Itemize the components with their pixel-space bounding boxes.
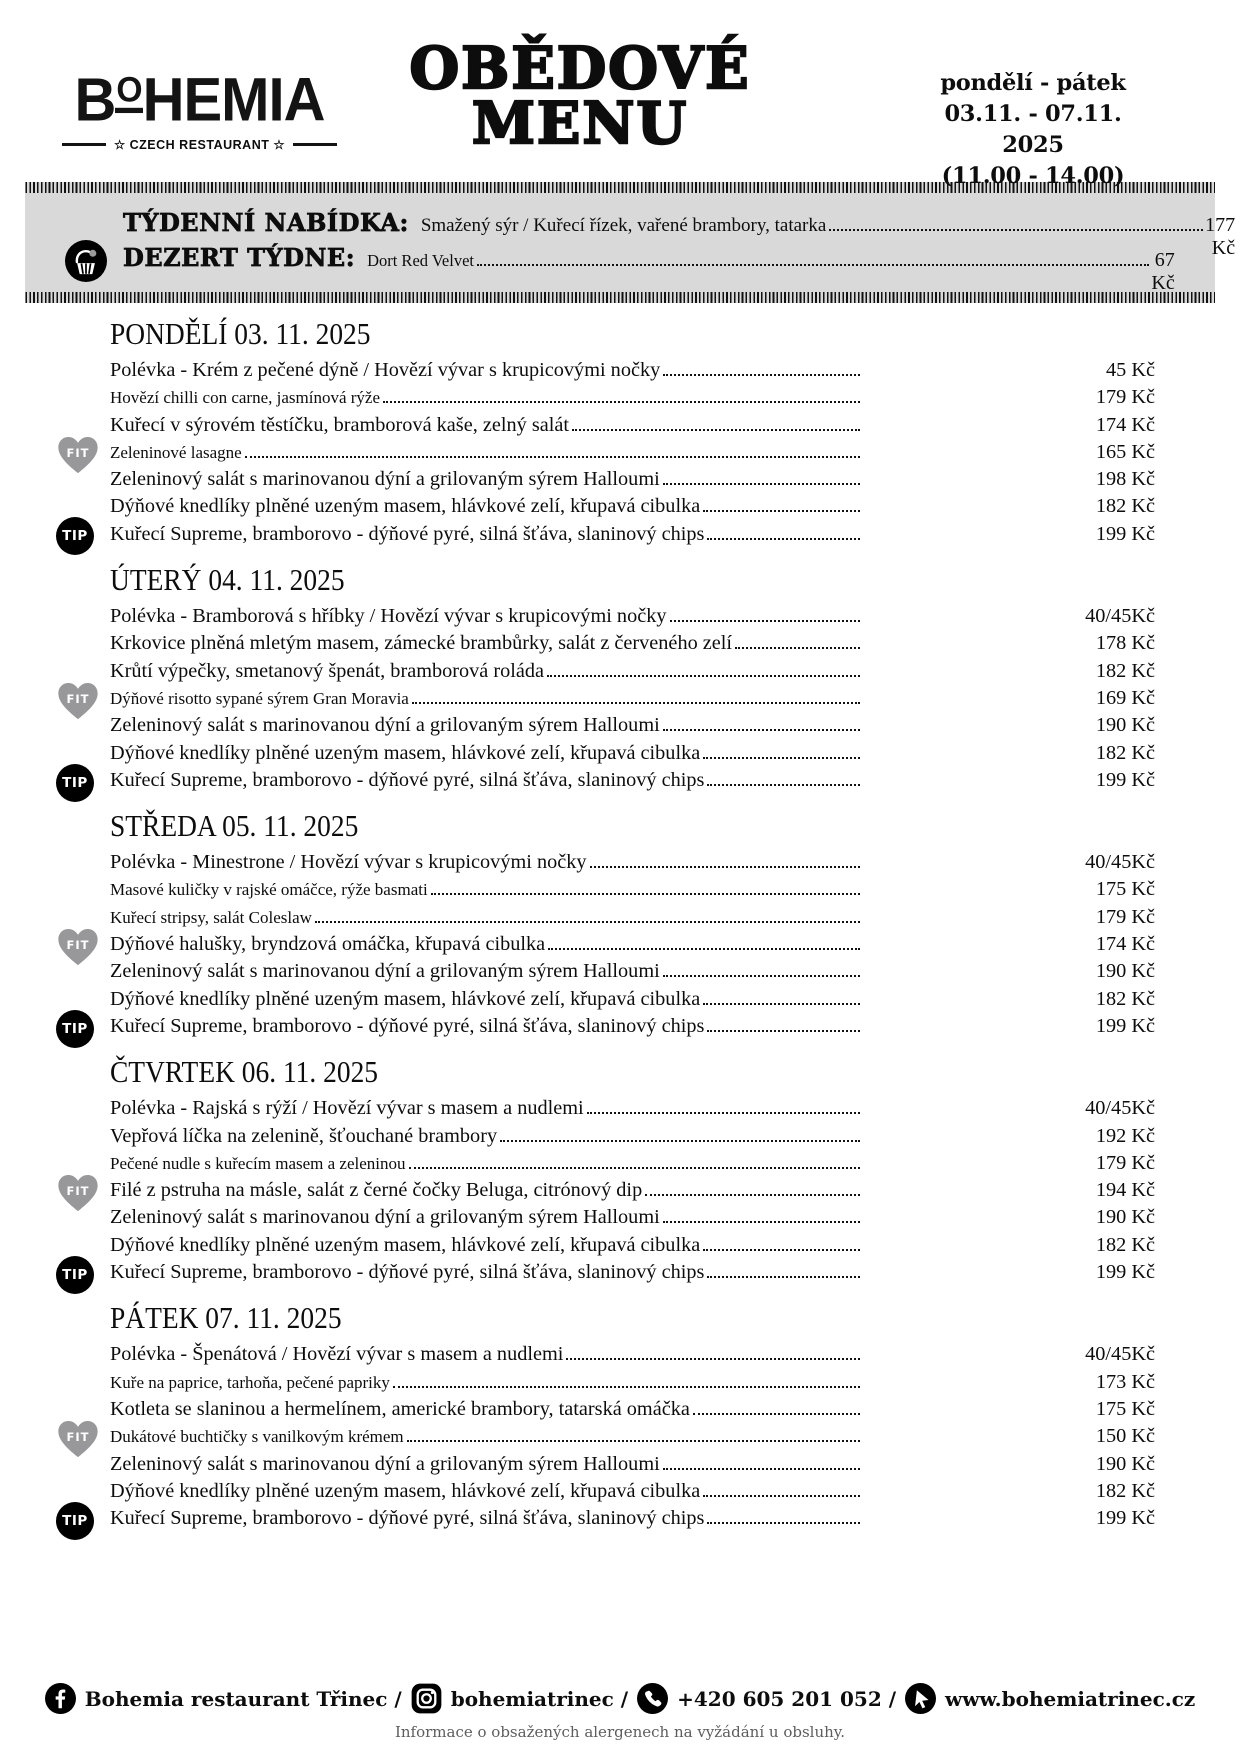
fit-heart-icon: FIT [56,1173,100,1213]
item-price: 192 Kč [1095,1124,1155,1147]
item-price: 45 Kč [1106,359,1155,381]
restaurant-logo [62,65,337,152]
instagram-label: bohemiatrinec / [450,1686,629,1711]
day-items [62,1097,1155,1288]
item-price: 199 Kč [1095,1507,1155,1530]
menu-item-main [110,1453,862,1476]
page-title-line1: OBĚDOVÉ [409,35,751,102]
menu-item-main [110,1154,862,1174]
dotted-leader [703,510,860,512]
tip-icon: TIP [56,1256,94,1294]
day-title: PONDĚLÍ 03. 11. 2025 [110,317,371,351]
validity-dates: 03.11. - 07.11. 2025 [944,101,1122,159]
dotted-leader [707,538,860,540]
item-price: 190 Kč [1095,1206,1155,1229]
tip-icon: TIP [56,1010,94,1048]
item-name: Kotleta se slaninou a hermelínem, americké brambory, tatarská omáčka [110,1397,690,1420]
day-section [62,563,1155,796]
menu-item-row [66,440,1155,468]
item-price: 182 Kč [1095,741,1155,764]
dotted-leader [663,1468,861,1470]
menu-item-main [110,1179,862,1202]
weekly-dessert-name: Dort Red Velvet [367,251,474,270]
dotted-leader [566,1358,860,1360]
item-price: 40/45Kč [1085,1343,1155,1366]
fit-heart-icon: FIT [56,435,100,475]
menu-item-row [110,960,1155,987]
item-price: 199 Kč [1095,1014,1155,1037]
menu-item-main [110,1234,862,1257]
menu-item-row [110,660,1155,687]
cupcake-icon [65,240,107,282]
item-price: 182 Kč [1095,495,1155,518]
logo-subtitle: ☆ CZECH RESTAURANT ☆ [113,138,286,152]
dotted-leader [383,401,860,403]
item-name: Hovězí chilli con carne, jasmínová rýže [110,388,380,408]
tip-icon: TIP [56,1502,94,1540]
dotted-leader [500,1140,860,1142]
menu-item-row [110,1371,1155,1398]
item-price: 173 Kč [1095,1370,1155,1393]
item-name: Dýňové halušky, bryndzová omáčka, křupavá cibulka [110,933,546,956]
logo-letter-o: O [115,77,142,113]
menu-item-row [110,742,1155,769]
weekly-dessert-label: DEZERT TÝDNE: [123,243,356,272]
page-title [350,35,810,157]
menu-item-row [110,386,1155,413]
validity-block [918,68,1148,192]
day-heading [110,1055,1155,1090]
dotted-leader [547,675,860,677]
item-name: Dýňové knedlíky plněné uzeným masem, hlávkové zelí, křupavá cibulka [110,1479,701,1502]
dotted-leader [703,757,860,759]
menu-item-row [110,906,1155,933]
menu-item-row [66,686,1155,714]
item-name: Dýňové risotto sypané sýrem Gran Moravia [110,688,409,708]
dotted-leader [645,1194,860,1196]
item-name: Masové kuličky v rajské omáčce, rýže basmati [110,880,428,900]
menu-item-main [110,908,862,928]
menu-item-main [110,660,862,683]
item-name: Polévka - Bramborová s hříbky / Hovězí vývar s krupicovými nočky [110,605,667,628]
dotted-leader [703,1249,860,1251]
logo-rule-left [62,143,106,146]
menu-item-row [110,1343,1155,1370]
allergy-note: Informace o obsažených alergenech na vyžádání u obsluhy. [394,1723,846,1741]
validity-hours: (11.00 - 14.00) [941,163,1125,190]
item-name: Pečené nudle s kuřecím masem a zeleninou [110,1153,406,1173]
menu-item-row [62,522,1155,550]
weekly-offer-banner [25,182,1236,303]
item-price: 199 Kč [1095,522,1155,545]
dotted-leader [315,921,860,923]
menu-item-row [110,1453,1155,1480]
item-price: 190 Kč [1095,1452,1155,1475]
dotted-leader [663,975,861,977]
menu-item-row [110,1125,1155,1152]
item-price: 198 Kč [1095,468,1155,491]
item-name: Kuřecí Supreme, bramborovo - dýňové pyré, silná šťáva, slaninový chips [110,1261,705,1284]
item-price: 175 Kč [1095,878,1155,901]
item-name: Zeleninový salát s marinovanou dýní a grilovaným sýrem Halloumi [110,468,660,491]
phone-icon [637,1683,668,1714]
item-price: 182 Kč [1095,659,1155,682]
menu-item-row [110,495,1155,522]
item-price: 190 Kč [1095,960,1155,983]
menu-item-main [110,1343,862,1366]
item-price: 40/45Kč [1085,605,1155,628]
phone-label: +420 605 201 052 / [677,1686,897,1711]
menu-item-row [66,1179,1155,1206]
menu-item-main [110,1398,862,1421]
day-section [62,809,1155,1042]
menu-item-main [110,388,862,408]
item-name: Zeleninový salát s marinovanou dýní a grilovaným sýrem Halloumi [110,714,660,737]
day-section [62,1301,1155,1534]
menu-days [62,317,1155,1534]
page-title-line2: MENU [471,89,689,157]
menu-item-main [110,1427,862,1447]
menu-item-row [110,1234,1155,1261]
menu-item-main [110,1015,862,1038]
tip-icon: TIP [56,764,94,802]
day-section [62,1055,1155,1288]
logo-letter-b: B [74,65,116,135]
item-price: 178 Kč [1095,632,1155,655]
item-name: Kuřecí Supreme, bramborovo - dýňové pyré, silná šťáva, slaninový chips [110,1507,705,1530]
weekly-offer-name: Smažený sýr / Kuřecí řízek, vařené brambory, tatarka [420,215,827,236]
menu-item-main [110,689,862,709]
weekly-offer-main [421,215,1205,237]
item-price: 175 Kč [1095,1397,1155,1420]
dotted-leader [407,1440,861,1442]
item-name: Dýňové knedlíky plněné uzeným masem, hlávkové zelí, křupavá cibulka [110,1233,701,1256]
dotted-leader [735,647,860,649]
website-label: www.bohemiatrinec.cz [945,1686,1196,1711]
logo-letters-rest: HEMIA [142,65,325,135]
dotted-leader [703,1495,860,1497]
item-name: Vepřová líčka na zelenině, šťouchané brambory [110,1124,498,1147]
menu-item-main [110,742,862,765]
day-heading [110,563,1155,598]
menu-item-row [66,1425,1155,1452]
dotted-leader [412,702,861,704]
weekly-dessert-main [367,251,1151,271]
item-name: Polévka - Rajská s rýží / Hovězí vývar s masem a nudlemi [110,1097,584,1120]
fit-heart-icon: FIT [56,927,100,967]
item-price: 182 Kč [1095,1233,1155,1256]
item-price: 179 Kč [1095,386,1155,409]
item-price: 169 Kč [1095,686,1155,709]
menu-item-main [110,443,862,463]
menu-item-main [110,1261,862,1284]
dotted-leader [663,1221,861,1223]
day-heading [110,1301,1155,1336]
menu-item-row [110,1480,1155,1507]
menu-item-main [110,960,862,983]
dotted-leader [587,1112,861,1114]
fit-heart-icon: FIT [56,681,100,721]
logo-subtitle-row [62,137,337,152]
dotted-leader [431,893,861,895]
facebook-icon [45,1683,76,1714]
dotted-leader [477,264,1149,266]
item-price: 165 Kč [1095,440,1155,463]
item-price: 182 Kč [1095,987,1155,1010]
menu-item-row [110,359,1155,386]
item-price: 40/45Kč [1085,1097,1155,1120]
logo-wordmark [62,65,337,135]
dotted-leader [707,1276,860,1278]
dotted-leader [693,1413,861,1415]
dotted-leader [663,483,861,485]
website-cursor-icon [905,1683,936,1714]
menu-item-row [110,414,1155,441]
menu-item-row [110,1398,1155,1425]
dotted-leader [663,729,861,731]
menu-item-main [110,988,862,1011]
menu-item-row [62,1261,1155,1288]
weekly-dessert-price: 67 Kč [1151,249,1175,294]
menu-item-row [110,1152,1155,1179]
day-title: ČTVRTEK 06. 11. 2025 [110,1055,379,1090]
menu-item-main [110,414,862,437]
item-name: Dýňové knedlíky plněné uzeným masem, hlávkové zelí, křupavá cibulka [110,987,701,1010]
item-price: 199 Kč [1095,768,1155,791]
validity-days: pondělí - pátek [940,70,1126,96]
menu-item-main [110,495,862,518]
menu-item-main [110,468,862,491]
menu-item-main [110,933,862,956]
menu-item-main [110,1206,862,1229]
dotted-leader [590,866,861,868]
item-name: Kuře na paprice, tarhoňa, pečené papriky [110,1372,390,1392]
dotted-leader [572,429,860,431]
menu-item-row [110,605,1155,632]
item-price: 174 Kč [1095,413,1155,436]
dotted-leader [829,229,1203,231]
logo-rule-right [293,143,337,146]
item-name: Zeleninový salát s marinovanou dýní a grilovaným sýrem Halloumi [110,1206,660,1229]
dotted-leader [393,1386,861,1388]
menu-item-row [110,632,1155,659]
item-name: Polévka - Špenátová / Hovězí vývar s masem a nudlemi [110,1343,564,1366]
item-name: Zeleninové lasagne [110,442,242,462]
menu-item-main [110,605,862,628]
item-name: Polévka - Krém z pečené dýně / Hovězí vývar s krupicovými nočky [110,359,661,381]
facebook-label: Bohemia restaurant Třinec / [84,1686,402,1711]
item-price: 179 Kč [1095,905,1155,928]
footer [0,1683,1240,1741]
dotted-leader [670,620,861,622]
day-title: ÚTERÝ 04. 11. 2025 [110,563,345,598]
menu-item-row [110,1206,1155,1233]
menu-item-main [110,1507,862,1530]
dotted-leader [703,1003,860,1005]
menu-item-main [110,880,862,900]
day-title: STŘEDA 05. 11. 2025 [110,809,359,844]
item-price: 182 Kč [1095,1479,1155,1502]
item-name: Dýňové knedlíky plněné uzeným masem, hlávkové zelí, křupavá cibulka [110,741,701,764]
item-price: 179 Kč [1095,1151,1155,1174]
item-name: Dukátové buchtičky s vanilkovým krémem [110,1427,404,1447]
item-name: Krůtí výpečky, smetanový špenát, bramborová roláda [110,659,545,682]
menu-item-row [110,988,1155,1015]
item-name: Dýňové knedlíky plněné uzeným masem, hlávkové zelí, křupavá cibulka [110,495,701,518]
tip-icon: TIP [56,517,94,555]
item-name: Zeleninový salát s marinovanou dýní a grilovaným sýrem Halloumi [110,960,660,983]
item-price: 150 Kč [1095,1425,1155,1448]
dotted-leader [707,1522,860,1524]
fit-heart-icon: FIT [56,1419,100,1459]
menu-item-row [110,851,1155,878]
menu-item-main [110,359,862,382]
item-price: 40/45Kč [1085,851,1155,874]
day-items [62,605,1155,796]
menu-item-main [110,523,862,546]
item-price: 199 Kč [1095,1261,1155,1284]
menu-item-main [110,632,862,655]
day-section [62,317,1155,550]
item-name: Kuřecí Supreme, bramborovo - dýňové pyré, silná šťáva, slaninový chips [110,768,705,791]
menu-item-main [110,851,862,874]
menu-item-row [66,933,1155,960]
dotted-leader [707,784,860,786]
menu-item-main [110,1097,862,1120]
item-name: Krkovice plněná mletým masem, zámecké brambůrky, salát z červeného zelí [110,632,733,655]
menu-item-main [110,1373,862,1393]
dotted-leader [707,1030,860,1032]
menu-item-row [62,1507,1155,1534]
menu-item-row [110,878,1155,905]
item-name: Kuřecí stripsy, salát Coleslaw [110,907,312,927]
menu-item-main [110,714,862,737]
menu-item-row [62,768,1155,796]
menu-item-row [110,468,1155,495]
day-items [62,1343,1155,1534]
menu-item-main [110,1125,862,1148]
item-price: 194 Kč [1095,1179,1155,1202]
item-name: Zeleninový salát s marinovanou dýní a grilovaným sýrem Halloumi [110,1452,660,1475]
day-title: PÁTEK 07. 11. 2025 [110,1301,342,1336]
menu-item-main [110,1480,862,1503]
instagram-icon [411,1683,442,1714]
item-price: 174 Kč [1095,933,1155,956]
item-name: Kuřecí Supreme, bramborovo - dýňové pyré, silná šťáva, slaninový chips [110,522,705,545]
menu-item-row [110,1097,1155,1124]
dotted-leader [409,1167,861,1169]
dotted-leader [245,456,861,458]
day-heading [110,809,1155,844]
menu-item-main [110,769,862,792]
item-name: Filé z pstruha na másle, salát z černé čočky Beluga, citrónový dip [110,1179,643,1202]
menu-item-row [110,714,1155,741]
dotted-leader [548,948,860,950]
dotted-leader [663,374,860,376]
item-price: 190 Kč [1095,714,1155,737]
day-heading [110,317,1155,352]
weekly-offer-label: TÝDENNÍ NABÍDKA: [123,208,409,237]
item-name: Kuřecí Supreme, bramborovo - dýňové pyré, silná šťáva, slaninový chips [110,1014,705,1037]
weekly-offer-price: 177 Kč [1205,214,1236,259]
header [0,0,1240,190]
contact-line [0,1683,1240,1714]
menu-item-row [62,1014,1155,1042]
day-items [62,851,1155,1042]
item-name: Polévka - Minestrone / Hovězí vývar s krupicovými nočky [110,851,587,874]
item-name: Kuřecí v sýrovém těstíčku, bramborová kaše, zelný salát [110,413,569,436]
weekly-dessert-row [123,243,1175,294]
day-items [62,359,1155,550]
